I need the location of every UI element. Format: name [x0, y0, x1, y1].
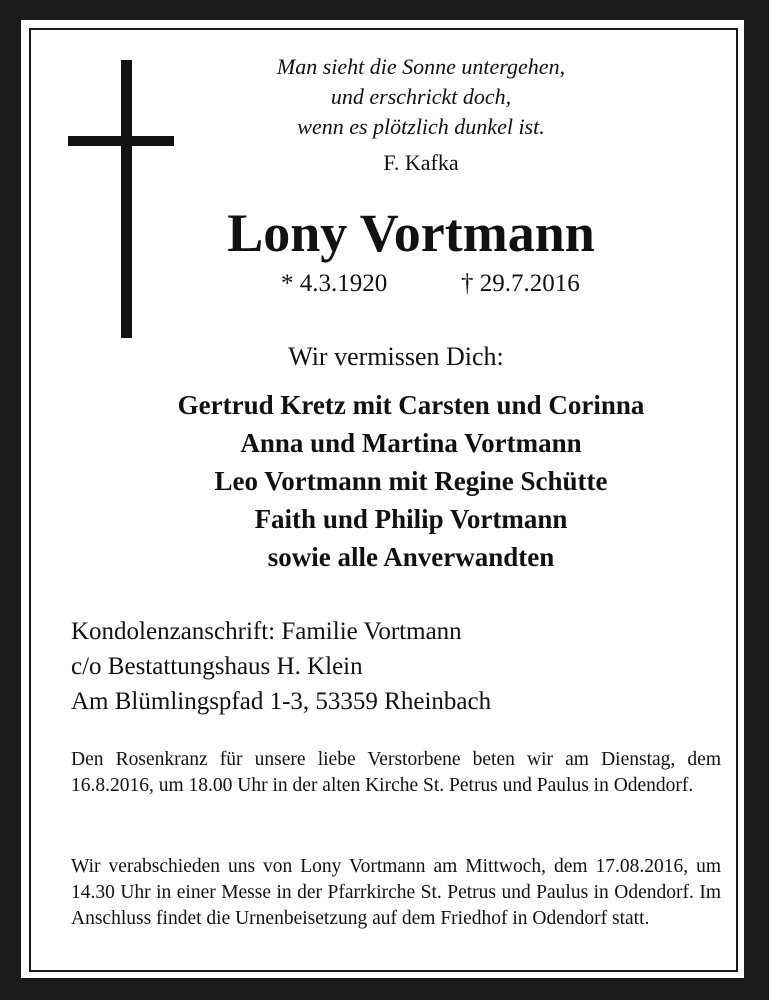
quote-line: Man sieht die Sonne untergehen,: [276, 54, 566, 79]
mourners-intro: Wir vermissen Dich:: [288, 342, 504, 371]
funeral-announcement: Wir verabschieden uns von Lony Vortmann am Mittwoch, dem 17.08.2016, um 14.30 Uhr in einer Messe in der Pfarrkirche St. Petrus und Paulus in Odendorf. Im Anschluss findet die Urnenbeisetzung auf dem Friedhof in Odendorf statt.: [71, 856, 721, 929]
inner-border: [16, 16, 749, 984]
quote-author: F. Kafka: [383, 150, 459, 175]
mourner-line: Faith und Philip Vortmann: [254, 504, 568, 534]
rosary-announcement: Den Rosenkranz für unsere liebe Verstorbene beten wir am Dienstag, dem 16.8.2016, um 18.00 Uhr in der alten Kirche St. Petrus und Paulus in Odendorf.: [71, 749, 721, 796]
mourner-line: Leo Vortmann mit Regine Schütte: [214, 466, 608, 496]
condolence-address: [71, 614, 691, 719]
mourner-line: Gertrud Kretz mit Carsten und Corinna: [177, 390, 645, 420]
cross-icon-bar: [68, 136, 174, 146]
mourner-line: Anna und Martina Vortmann: [240, 428, 582, 458]
address-line: Kondolenzanschrift: Familie Vortmann: [71, 618, 462, 645]
kafka-quote: [211, 52, 631, 142]
quote-line: und erschrickt doch,: [330, 84, 512, 109]
mourner-line: sowie alle Anverwandten: [267, 542, 555, 572]
address-line: c/o Bestattungshaus H. Klein: [71, 653, 363, 680]
mourners-list: [131, 386, 691, 576]
notice-frame: [29, 28, 738, 972]
address-line: Am Blümlingspfad 1-3, 53359 Rheinbach: [71, 688, 492, 715]
cross-icon: [121, 60, 132, 338]
white-gap: [21, 20, 744, 978]
quote-line: wenn es plötzlich dunkel ist.: [297, 114, 545, 139]
deceased-name: Lony Vortmann: [227, 203, 595, 263]
death-date: † 29.7.2016: [461, 270, 580, 297]
birth-date: * 4.3.1920: [281, 270, 388, 297]
